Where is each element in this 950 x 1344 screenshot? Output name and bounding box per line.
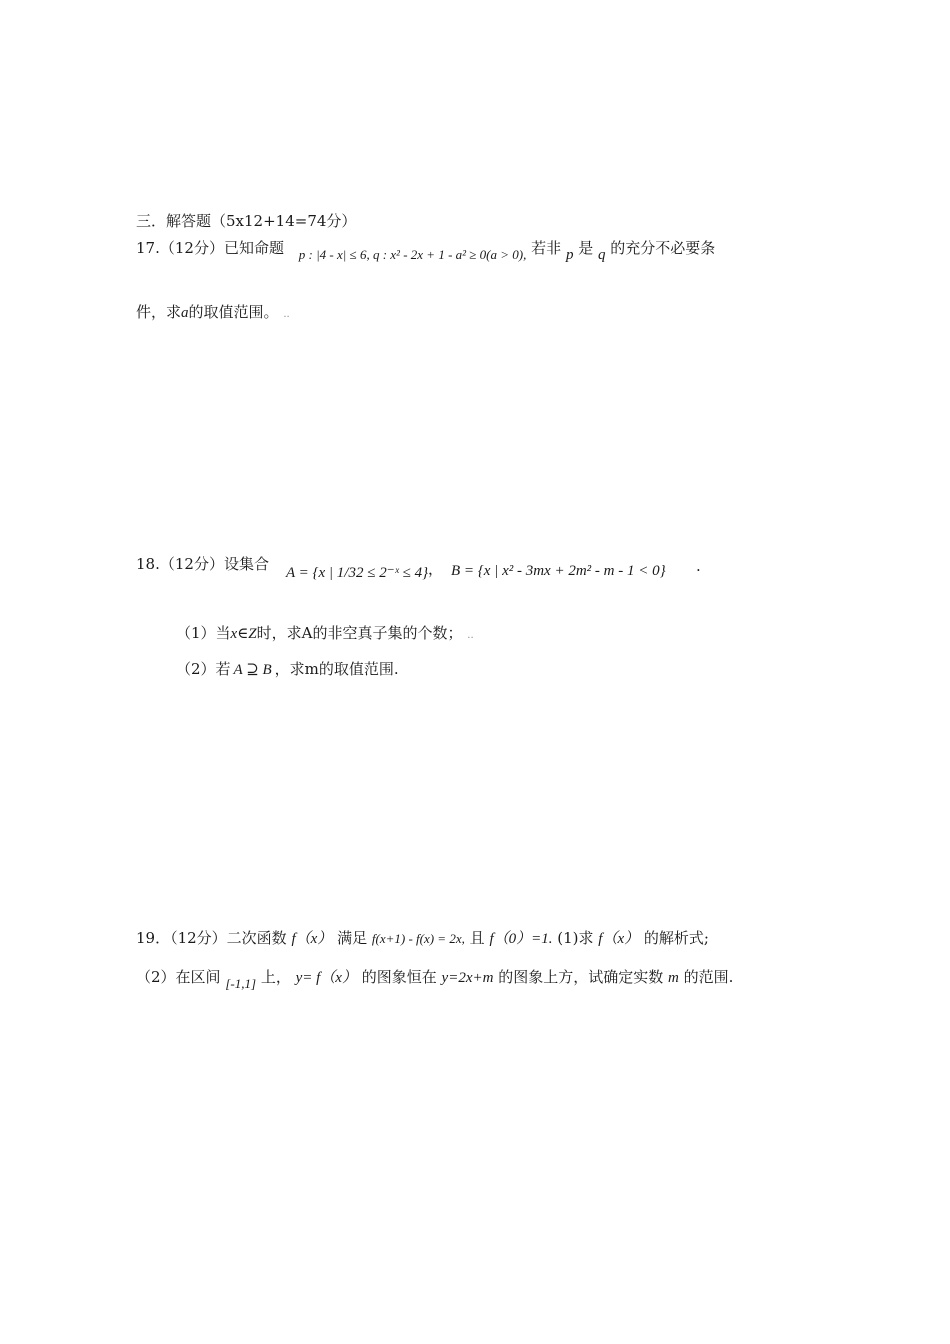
q19-lead: 19．（12分）二次函数	[136, 929, 287, 947]
q18-set-a: A = {x | 1/32 ≤ 2⁻ˣ ≤ 4}	[286, 565, 429, 581]
q18-p2a: （2）若	[176, 660, 231, 678]
q18-p2b: ，求m的取值范围.	[274, 660, 399, 678]
q19-f0: f（0）=1.	[489, 931, 553, 947]
section-heading: 三．解答题（5x12+14=74分）	[136, 212, 357, 230]
q17-p: p	[565, 247, 574, 263]
q19-p2a: （2）在区间	[136, 968, 221, 986]
q19-y2: y=2x+m	[441, 970, 494, 986]
q17-lead: 17.（12分）已知命题	[136, 239, 284, 257]
q19-p2c: 的图象恒在	[361, 968, 437, 986]
q19-eq: f(x+1) - f(x) = 2x,	[371, 931, 465, 946]
q17-tail: 的充分不必要条	[610, 239, 716, 257]
q18-p1b: 时，求A的非空真子集的个数；	[256, 624, 463, 642]
q18-p2cond: A ⊇ B	[233, 662, 272, 678]
q19-f2: f（x）	[598, 931, 640, 947]
question-17-line-2	[136, 301, 290, 322]
q19-satisfy: 满足	[337, 929, 368, 947]
q18-part-2	[176, 658, 399, 679]
q19-part1: (1)求	[557, 929, 594, 947]
q19-interval: [-1,1]	[225, 976, 257, 991]
q17-mark: ..	[283, 309, 290, 320]
q19-p2e: 的范围.	[683, 968, 734, 986]
q19-y1: y= f（x）	[295, 970, 357, 986]
q19-f1: f（x）	[291, 931, 333, 947]
question-19-line-2	[136, 966, 734, 991]
q17-formula: p : |4 - x| ≤ 6, q : x² - 2x + 1 - a² ≥ 0(a > 0),	[298, 247, 527, 262]
q17-q: q	[598, 247, 606, 263]
question-19-line-1	[136, 927, 709, 948]
q18-set-b: B = {x | x² - 3mx + 2m² - m - 1 < 0}	[451, 563, 666, 579]
q18-p1a: （1）当	[176, 624, 231, 642]
q19-p2b: 上，	[260, 968, 291, 986]
question-18-lead: 18.（12分）设集合	[136, 555, 269, 573]
q19-part1b: 的解析式;	[643, 929, 709, 947]
q17-mid1: 若非	[531, 239, 562, 257]
q19-m: m	[668, 970, 679, 986]
q17-mid2: 是	[578, 239, 594, 257]
q18-sep: ，	[428, 560, 444, 578]
q17-line2a: 件，求	[136, 303, 182, 321]
q17-line2b: 的取值范围。	[188, 303, 279, 321]
q17-a: a	[181, 305, 189, 321]
q18-end: .	[696, 557, 701, 575]
q19-and: 且	[469, 929, 485, 947]
q19-p2d: 的图象上方，试确定实数	[498, 968, 664, 986]
q18-p1cond: x∈Z	[230, 626, 257, 642]
q18-p1mark: ..	[467, 630, 474, 641]
question-17-line-1	[136, 237, 716, 263]
q18-part-1	[176, 622, 474, 643]
